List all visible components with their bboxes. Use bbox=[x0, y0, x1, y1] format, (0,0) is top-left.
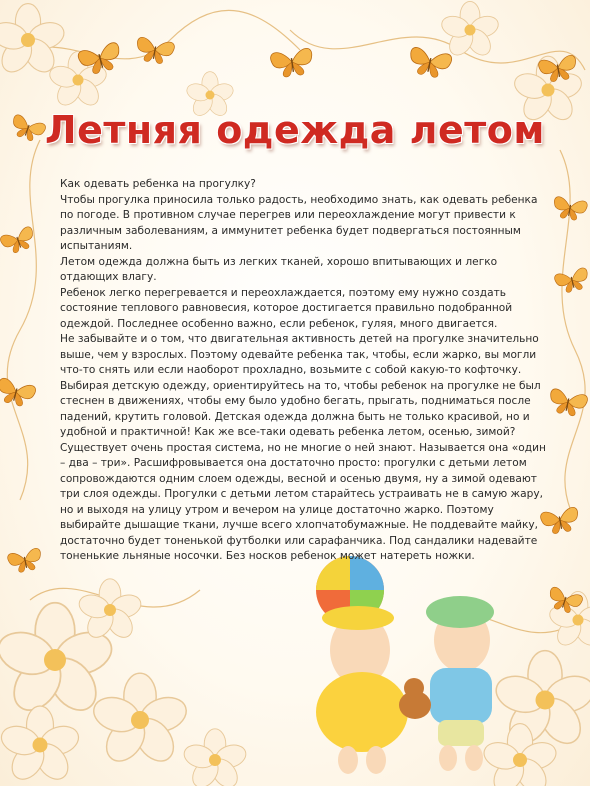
paragraph: Выбирая детскую одежду, ориентируйтесь на то, чтобы ребенок на прогулке не был стеснен в движениях, чтобы ему было удобно бегать, прыгать, подниматься после падений, крутить головой. Детская одежда должна быть не только красивой, но и удобной и практичной! Как же все-таки одевать ребенка летом, осенью, зимой? Существует очень простая система, но не многие о ней знают. Называется она «один – два – три». Расшифровывается она достаточно просто: прогулки с детьми летом сопровождаются одним слоем одежды, весной и осенью двумя, ну а зимой одевают три слоя одежды. Прогулки с детьми летом старайтесь устраивать не в самую жару, но и выходя на улицу утром и вечером на улице достаточно жарко. Поэтому выбирайте дышащие ткани, лучше всего хлопчатобумажные. Не поддевайте майку, достаточно будет тоненькой футболки или сарафанчика. Под сандалики надевайте тоненькие льняные носочки. Без носков ребенок может натереть ножки. bbox=[60, 379, 546, 562]
flower-cluster-bottom-left bbox=[0, 579, 249, 786]
paragraph: Не забывайте и о том, что двигательная активность детей на прогулке значительно выше, чем у взрослых. Поэтому одевайте ребенка так, чтобы, если жарко, вы могли что-то снять или если наоборот прохладно, возьмите с собой какую-то кофточку. bbox=[60, 333, 539, 376]
page-title: Летняя одежда летом bbox=[45, 108, 545, 152]
flower-cluster-bottom-right bbox=[481, 591, 590, 786]
paragraph: Ребенок легко перегревается и переохлаждается, поэтому ему нужно создать состояние теплового равновесия, которое достигается правильно подобранной одеждой. Последнее особенно важно, если ребенок, гуляя, много двигается. bbox=[60, 286, 513, 330]
paragraph: Как одевать ребенка на прогулку? bbox=[60, 178, 256, 190]
children-illustration bbox=[316, 556, 494, 774]
paragraph: Чтобы прогулка приносила только радость, необходимо знать, как одевать ребенка по погоде. В противном случае перегрев или переохлаждение могут привести к различным заболеваниям, а иммунитет ребенка будет подвергаться постоянным испытаниям. bbox=[60, 193, 538, 252]
article-body bbox=[60, 177, 548, 565]
flower-cluster-top-left bbox=[0, 4, 235, 120]
paragraph: Летом одежда должна быть из легких тканей, хорошо впитывающих и легко отдающих влагу. bbox=[60, 255, 498, 283]
